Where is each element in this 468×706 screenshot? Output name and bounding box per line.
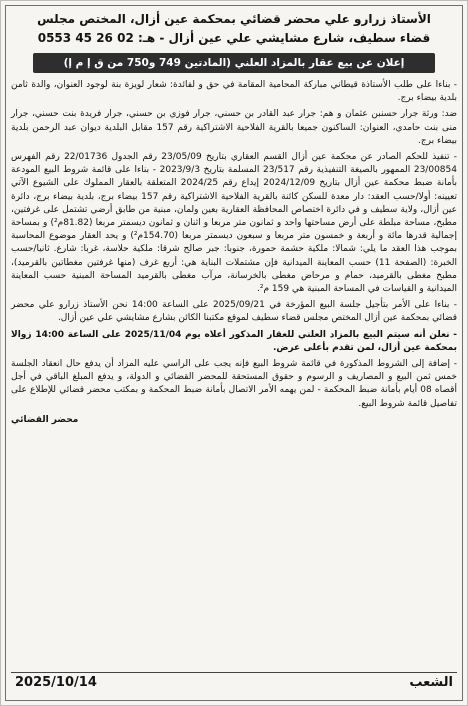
paragraph-property-description: - تنفيذ للحكم الصادر عن محكمة عين أزال القسم العقاري بتاريخ 23/05/09 رقم الجدول 22/01736 رقم الفهرس 23/00854 الممهور بالصيغة التنفيذية رقم 23/517 المسلمة بتاريخ 2023/9/3 - بناءا على قائمة شروط البيع المودعة بأمانة ضبط محكمة عين أزال بتاريخ 2024/12/09 إيداع رقم 2024/25 المتعلقة بالعقار المملوك على الشيوع الآتي تعيينه: أولا/حسب العقد: دار معدة للسكن كائنة بالقرية الفلاحية الاشتراكية رقم 157 بيضاء برج، بلدية بيضاء برج، دائرة عين أزال، ولاية سطيف و في دائرة اختصاص المحافظة العقارية بعين ولمان، مبنية من طابق أرضي تشتمل على غرفتين، مطبخ، مساحة مبلطة على أرض مساحتها واحد و ثمانون متر مربعا و اثنان و ثمانون ديسمتر مربعا (81.82م²) و بمساحة إجمالية قدرها مائة و أربعة و خمسون متر مربعا و سبعون ديسمتر مربعا (154.70م²) و يحد العقار موضوع المحاسبة بموجب هذا العقد ما يلي: شمالا: ملكية حشمة حمورة، جنوبا: جبر صالح شرقا: ملكية حلاسة، غربا: شارع. ثانيا/حسب الخبرة: (الصفحة 11) حسب المعاينة الميدانية فإن مشتملات البناية هي: أربع غرف (منها غرفتين مغطاتين بالقرميد)، مطبخ مغطى بالقرميد، حمام و مرحاض مغطى بالخرسانة، مرآب مغطى بالقرميد المساحة المبنية حسب المعاينة الميدانية و القياسات في المساحة المبنية هي 159 م². bbox=[11, 152, 457, 295]
publication-date: 2025/10/14 bbox=[15, 675, 97, 690]
publication-name: الشعب bbox=[409, 675, 453, 690]
footer-divider bbox=[11, 672, 457, 673]
notice-title-banner: إعلان عن بيع عقار بالمزاد العلني (المادتين 749 و750 من ق إ م إ) bbox=[33, 53, 435, 73]
paragraph-defendants: ضد: ورثة جرار حسنبن عثمان و هم: جرار عبد القادر بن حسني، جرار فوزي بن حسني، جرار فريدة بنت حسني، جرار منى بنت حامدي، العنوان: الساكنون جميعا بالقرية الفلاحية الاشتراكية رقم 157 مقابل البلدية ديوان عبد الرحمن بلدية بيضاء برج. bbox=[11, 109, 457, 146]
bailiff-address-line: قضاء سطيف، شارع مشايشي علي عين أزال - هـ: 02 26 45 0553 bbox=[37, 31, 431, 45]
paragraph-conditions: - إضافة إلى الشروط المذكورة في قائمة شروط البيع فإنه يجب على الراسي عليه المزاد أن يدفع حال انعقاد الجلسة خمس ثمن البيع و المصاريف و الرسوم و حقوق المستحقة للمحضر القضائي و الدولة، و يدفع المبلغ الباقي في أجل أقصاه 08 أيام بأمانة ضبط المحكمة - لمن يهمه الأمر الاتصال بأمانة ضبط المحكمة و بمكتب محضر قضائي للإطلاع على تفاصيل قائمة شروط البيع. bbox=[11, 359, 457, 409]
notice-body bbox=[11, 79, 457, 427]
signature: محضر القضائي bbox=[11, 414, 79, 425]
notice-content bbox=[11, 11, 457, 695]
paragraph-postponement: - بناءا على الأمر بتأجيل جلسة البيع المؤرخة في 2025/09/21 على الساعة 14:00 نحن الأستاذ زرارو علي محضر قضائي بمحكمة عين أزال المختص مجلس قضاء سطيف لموقع مكتبنا الكائن بشارع مشايشي علي عين أزال. bbox=[11, 300, 457, 324]
footer bbox=[11, 675, 457, 693]
paragraph-auction-date: - نعلن أنه سيتم البيع بالمزاد العلني للعقار المذكور أعلاه يوم 2025/11/04 على الساعة 14:00 زوالا بمحكمة عين أزال، لمن تقدم بأعلى عرض. bbox=[11, 329, 458, 353]
paragraph-petitioner: - بناءا على طلب الأستاذة قيطاني مباركة المحامية المقامة في حق و لفائدة: شعار لويزة بنة لوجود العنوان، والدة ثامن بلدية بيضاء برج. bbox=[11, 80, 457, 104]
bailiff-name-line: الأستاذ زرارو علي محضر قضائي بمحكمة عين أزال، المختص مجلس bbox=[37, 12, 431, 26]
